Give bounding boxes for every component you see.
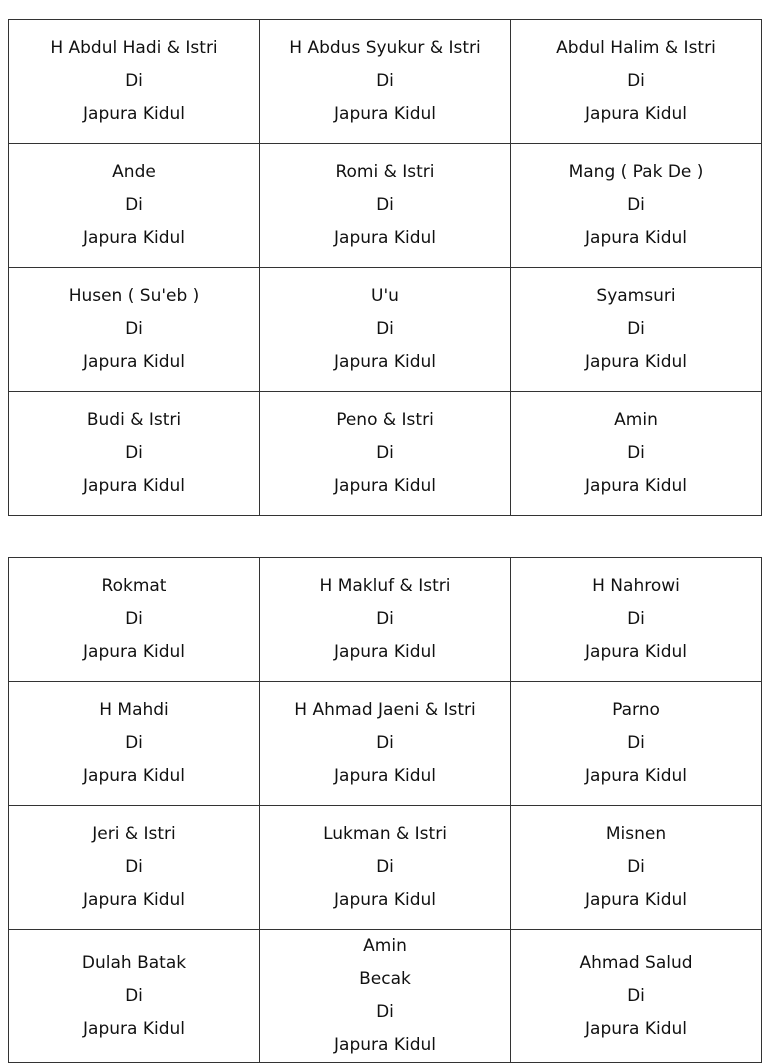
recipient-name: H Makluf & Istri bbox=[319, 576, 451, 596]
address-location: Japura Kidul bbox=[585, 476, 687, 496]
address-location: Japura Kidul bbox=[585, 642, 687, 662]
address-location: Japura Kidul bbox=[334, 476, 436, 496]
recipient-name: Mang ( Pak De ) bbox=[568, 162, 704, 182]
address-label bbox=[260, 144, 511, 268]
recipient-name: Dulah Batak bbox=[81, 952, 187, 973]
address-label bbox=[260, 806, 511, 930]
address-label bbox=[9, 806, 260, 930]
address-preposition: Di bbox=[376, 71, 394, 91]
address-location: Japura Kidul bbox=[83, 890, 185, 910]
recipient-name: H Nahrowi bbox=[592, 576, 680, 596]
address-preposition: Di bbox=[376, 195, 394, 215]
address-preposition: Di bbox=[627, 985, 645, 1006]
label-row bbox=[9, 392, 762, 516]
label-row bbox=[9, 268, 762, 392]
recipient-name: H Ahmad Jaeni & Istri bbox=[294, 700, 476, 720]
address-label bbox=[511, 144, 762, 268]
recipient-name: Peno & Istri bbox=[336, 410, 434, 430]
address-label bbox=[9, 392, 260, 516]
address-location: Japura Kidul bbox=[83, 1018, 185, 1039]
recipient-name: Syamsuri bbox=[596, 286, 676, 306]
address-location: Japura Kidul bbox=[334, 228, 436, 248]
address-label bbox=[511, 268, 762, 392]
address-label bbox=[511, 558, 762, 682]
address-preposition: Di bbox=[627, 195, 645, 215]
address-preposition: Di bbox=[125, 985, 143, 1006]
address-location: Japura Kidul bbox=[585, 1018, 687, 1039]
recipient-name: Ahmad Salud bbox=[579, 952, 693, 973]
address-label bbox=[511, 682, 762, 806]
address-label bbox=[260, 268, 511, 392]
recipient-name: Abdul Halim & Istri bbox=[556, 38, 716, 58]
address-preposition: Di bbox=[125, 319, 143, 339]
address-preposition: Di bbox=[125, 71, 143, 91]
recipient-name: Ande bbox=[112, 162, 156, 182]
recipient-name: H Abdul Hadi & Istri bbox=[50, 38, 218, 58]
address-location: Japura Kidul bbox=[334, 104, 436, 124]
address-location: Japura Kidul bbox=[585, 352, 687, 372]
recipient-name: Husen ( Su'eb ) bbox=[68, 286, 200, 306]
label-row bbox=[9, 930, 762, 1063]
address-location: Japura Kidul bbox=[585, 228, 687, 248]
address-preposition: Di bbox=[376, 443, 394, 463]
address-label bbox=[260, 558, 511, 682]
recipient-name: U'u bbox=[371, 286, 399, 306]
address-preposition: Di bbox=[125, 609, 143, 629]
label-row bbox=[9, 806, 762, 930]
label-row bbox=[9, 20, 762, 144]
label-row bbox=[9, 682, 762, 806]
recipient-name: Misnen bbox=[605, 824, 667, 844]
recipient-name: H Abdus Syukur & Istri bbox=[289, 38, 481, 58]
label-sheet-body bbox=[9, 20, 762, 516]
address-label bbox=[260, 930, 511, 1063]
address-label bbox=[511, 392, 762, 516]
address-preposition: Di bbox=[627, 733, 645, 753]
address-preposition: Di bbox=[627, 609, 645, 629]
address-preposition: Di bbox=[376, 733, 394, 753]
address-label bbox=[9, 268, 260, 392]
address-preposition: Di bbox=[376, 1002, 394, 1022]
address-location: Japura Kidul bbox=[334, 642, 436, 662]
recipient-name: Jeri & Istri bbox=[92, 824, 176, 844]
address-preposition: Di bbox=[376, 857, 394, 877]
address-location: Japura Kidul bbox=[83, 476, 185, 496]
address-label bbox=[9, 20, 260, 144]
address-label bbox=[9, 930, 260, 1063]
address-label bbox=[9, 558, 260, 682]
address-preposition: Di bbox=[627, 443, 645, 463]
address-location: Japura Kidul bbox=[83, 228, 185, 248]
address-location: Japura Kidul bbox=[585, 766, 687, 786]
address-label bbox=[260, 392, 511, 516]
address-location: Japura Kidul bbox=[83, 766, 185, 786]
address-location: Japura Kidul bbox=[585, 104, 687, 124]
address-label bbox=[260, 682, 511, 806]
address-preposition: Di bbox=[627, 71, 645, 91]
address-location: Japura Kidul bbox=[585, 890, 687, 910]
address-location: Japura Kidul bbox=[334, 766, 436, 786]
address-preposition: Di bbox=[627, 857, 645, 877]
address-label bbox=[511, 930, 762, 1063]
address-preposition: Di bbox=[376, 609, 394, 629]
recipient-name: Lukman & Istri bbox=[323, 824, 447, 844]
address-location: Japura Kidul bbox=[83, 104, 185, 124]
label-row bbox=[9, 144, 762, 268]
recipient-name: Parno bbox=[612, 700, 660, 720]
address-preposition: Di bbox=[125, 443, 143, 463]
recipient-name: Budi & Istri bbox=[86, 410, 182, 430]
recipient-name: Amin bbox=[614, 410, 658, 430]
address-location: Japura Kidul bbox=[83, 352, 185, 372]
address-location: Japura Kidul bbox=[83, 642, 185, 662]
label-sheet-body bbox=[9, 558, 762, 1063]
recipient-name: Rokmat bbox=[101, 576, 167, 596]
address-label bbox=[260, 20, 511, 144]
address-label bbox=[511, 20, 762, 144]
recipient-name: Amin bbox=[363, 936, 407, 956]
address-preposition: Di bbox=[627, 319, 645, 339]
address-label bbox=[511, 806, 762, 930]
label-sheet-2 bbox=[8, 557, 762, 1063]
address-location: Japura Kidul bbox=[334, 352, 436, 372]
address-label bbox=[9, 682, 260, 806]
address-location: Japura Kidul bbox=[334, 890, 436, 910]
recipient-name: H Mahdi bbox=[99, 700, 169, 720]
address-location: Japura Kidul bbox=[334, 1035, 436, 1055]
address-preposition: Di bbox=[125, 195, 143, 215]
address-label bbox=[9, 144, 260, 268]
label-row bbox=[9, 558, 762, 682]
address-preposition: Di bbox=[125, 857, 143, 877]
address-preposition: Di bbox=[125, 733, 143, 753]
label-sheet-1 bbox=[8, 19, 762, 516]
address-preposition: Di bbox=[376, 319, 394, 339]
recipient-name: Romi & Istri bbox=[335, 162, 435, 182]
recipient-name-line-2: Becak bbox=[359, 969, 411, 989]
